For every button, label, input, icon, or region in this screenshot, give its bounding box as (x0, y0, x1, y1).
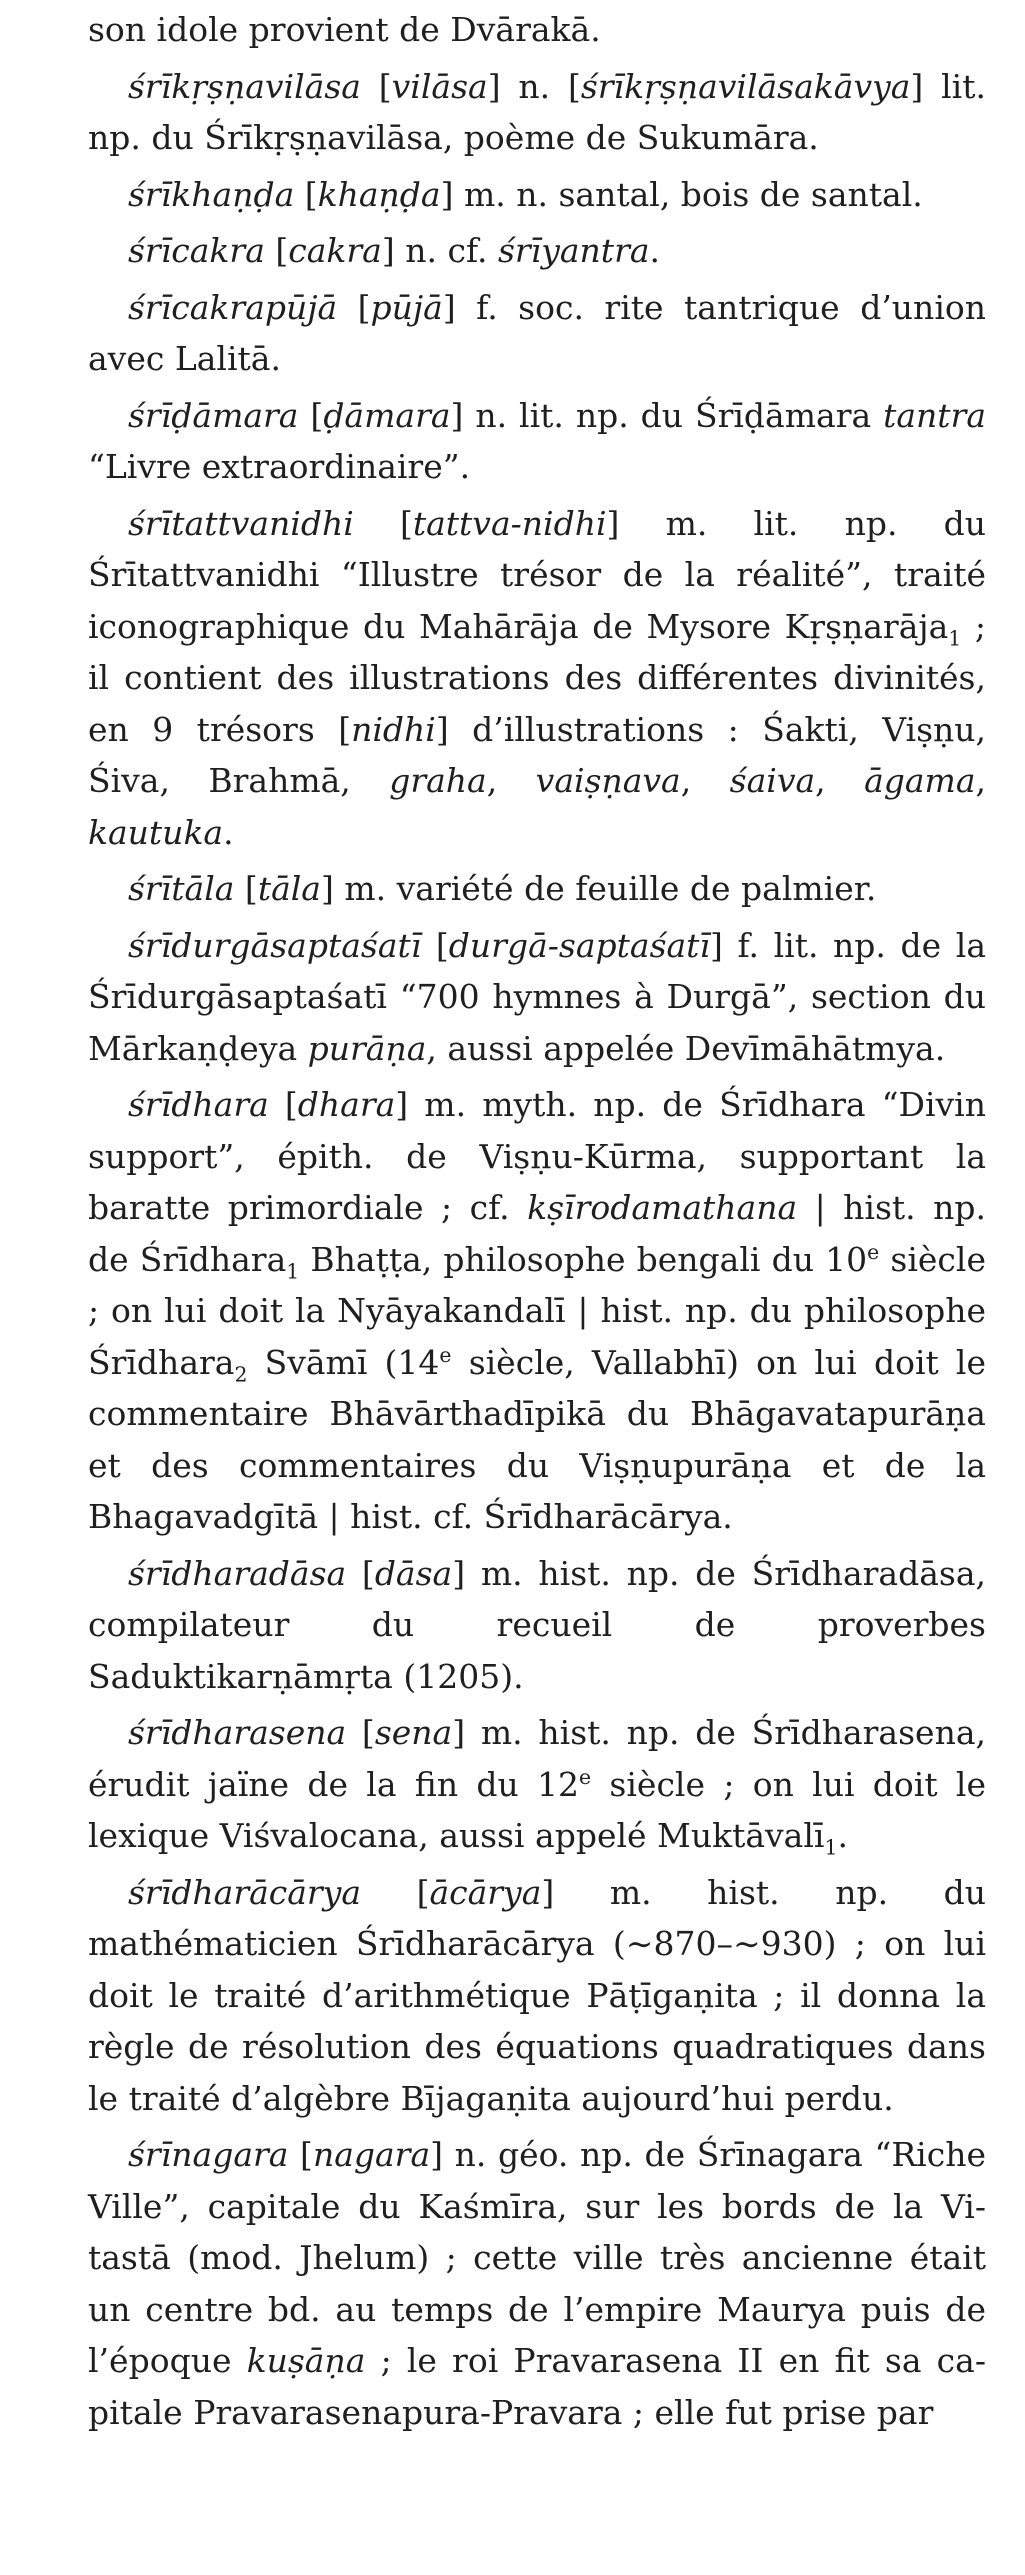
headword: śrīnagara (128, 2135, 289, 2174)
entry-text: siècle ; on lui doit le lexique Viśvalocana, aussi appelé Muktāvalī (88, 1764, 986, 1855)
headword: śrīcakrapūjā (128, 287, 338, 327)
italic-term: śrīkṛṣṇavilāsakāvya (580, 66, 911, 106)
entry-text: [ (337, 287, 371, 327)
italic-term: cakra (288, 231, 382, 270)
italic-term: sena (374, 1713, 453, 1752)
entry-text: [ (421, 925, 449, 965)
entry-text: [ (360, 66, 392, 106)
italic-term: tantra (883, 395, 986, 435)
entry-text: [ (298, 395, 324, 435)
entry-text: ] lit. np. du Śrīkṛṣṇavilāsa, poème de Sukumāra. (88, 66, 986, 157)
entry-text: ; le roi Pravarasena II en fit sa capitale Pravarasenapura-Pravara ; elle fut prise par (88, 2341, 986, 2432)
italic-term: khaṇḍa (317, 174, 441, 214)
dictionary-entry (88, 498, 986, 859)
dictionary-entry (88, 1707, 986, 1862)
italic-term: ācārya (429, 1872, 542, 1912)
italic-term: vilāsa (391, 66, 488, 106)
dictionary-entry (88, 169, 986, 221)
italic-term: śrīyantra (497, 231, 650, 270)
entry-text: [ (264, 231, 289, 270)
italic-term: tāla (257, 869, 321, 908)
entry-text: . (649, 231, 661, 270)
italic-term: tattva-nidhi (412, 503, 607, 543)
headword: śrīcakra (128, 231, 265, 270)
entry-text: ] m. hist. np. de Śrīdharadāsa, compilateur du recueil de proverbes Saduktikarṇāmṛta (1205). (88, 1553, 986, 1696)
index-subscript: 1 (948, 626, 962, 651)
entry-text: son idole provient de Dvārakā. (88, 10, 601, 49)
headword: śrīkṛṣṇavilāsa (128, 66, 361, 106)
dictionary-entry (88, 1867, 986, 2125)
italic-term: purāṇa (307, 1028, 427, 1068)
italic-term: pūjā (370, 287, 443, 327)
entry-text: | hist. np. de Śrīdhara (88, 1188, 986, 1279)
entry-text: ] n. lit. np. du Śrīḍāmara (450, 395, 884, 435)
entry-text: ] m. variété de feuille de palmier. (320, 869, 877, 908)
entry-text: ] n. cf. (381, 231, 498, 270)
entry-text: ] f. soc. rite tantrique d’union avec Lalitā. (88, 287, 986, 378)
headword: śrīdharadāsa (128, 1553, 347, 1593)
dictionary-entry (88, 225, 986, 277)
entry-text: [ (268, 1085, 298, 1124)
headword: śrīdharasena (128, 1713, 347, 1752)
dictionary-entry (88, 282, 986, 385)
entry-text: ] m. hist. np. du mathématicien Śrīdharācārya (∼870–∼930) ; on lui doit le traité d’arithmétique Pāṭīgaṇita ; il donna la règle de résolution des équations quadratiques dans le traité d’algèbre Bījagaṇita aujourd’hui perdu. (88, 1872, 986, 2118)
entry-text: [ (346, 1553, 375, 1593)
entry-text: Bhaṭṭa, philosophe bengali du 10 (299, 1239, 868, 1279)
entry-text: ] f. lit. np. de la Śrīdurgāsaptaśatī “700 hymnes à Durgā”, section du Mārkaṇḍeya (88, 925, 986, 1068)
italic-term: graha (389, 761, 487, 800)
entry-text: [ (346, 1713, 375, 1752)
entry-text: . (837, 1816, 848, 1855)
entry-text: ] n. géo. np. de Śrīnagara “Riche Ville”, capitale du Kaśmīra, sur les bords de la Vitastā (mod. Jhelum) ; cette ville très ancienne était un centre bd. au temps de l’empire Maurya puis de l’époque (88, 2135, 986, 2380)
headword: śrīkhaṇḍa (128, 174, 295, 214)
entry-text: ] m. n. santal, bois de santal. (440, 174, 923, 214)
italic-term: kautuka (88, 812, 224, 852)
dictionary-entry (88, 1548, 986, 1703)
entry-text: ; il contient des illustrations des différentes divinités, en 9 trésors [ (88, 606, 986, 749)
headword: śrīḍāmara (128, 395, 299, 435)
italic-term: śaiva (729, 761, 816, 800)
entry-text: [ (361, 1872, 430, 1912)
italic-term: ḍāmara (323, 395, 451, 435)
entry-text: ] m. myth. np. de Śrīdhara “Divin support”, épith. de Viṣṇu-Kūrma, supportant la baratte primordiale ; cf. (88, 1085, 986, 1227)
headword: śrītāla (128, 869, 235, 908)
dictionary-entry (88, 1079, 986, 1543)
entry-text: [ (234, 869, 258, 908)
entry-text: “Livre extraordinaire”. (88, 447, 471, 486)
entry-text: , aussi appelée Devīmāhātmya. (426, 1028, 946, 1068)
dictionary-page (88, 4, 986, 2443)
entry-text: siècle, Vallabhī) on lui doit le commentaire Bhāvārthadīpikā du Bhāgavatapurāṇa et des commentaires du Viṣṇupurāṇa et de la Bhagavadgītā | hist. cf. Śrīdharācārya. (88, 1342, 987, 1536)
dictionary-entry (88, 390, 986, 493)
italic-term: kuṣāṇa (246, 2341, 366, 2380)
dictionary-entry (88, 61, 986, 164)
italic-term: durgā-saptaśatī (448, 925, 710, 965)
entry-text: , (486, 761, 536, 800)
entry-text: , (975, 761, 987, 800)
italic-term: āgama (864, 761, 976, 800)
entry-text: siècle ; on lui doit la Nyāyakandalī | hist. np. du philosophe Śrīdhara (88, 1239, 987, 1382)
entry-text: ] m. hist. np. de Śrīdharasena, érudit jaïne de la fin du 12 (88, 1713, 986, 1804)
index-subscript: 1 (824, 1835, 838, 1860)
italic-term: nidhi (351, 709, 436, 749)
italic-term: kṣīrodamathana (527, 1188, 798, 1227)
entry-text: [ (353, 503, 413, 543)
ordinal-superscript: e (867, 1239, 880, 1264)
entry-text: Svāmī (14 (247, 1342, 440, 1382)
entry-text: [ (294, 174, 318, 214)
entry-text: ] m. lit. np. du Śrītattvanidhi “Illustre trésor de la réalité”, traité iconographique du Mahārāja de Mysore Kṛṣṇarāja (88, 503, 986, 646)
italic-term: vaiṣṇava (535, 761, 681, 800)
ordinal-superscript: e (579, 1764, 592, 1789)
italic-term: nagara (312, 2135, 431, 2174)
italic-term: dhara (297, 1085, 396, 1124)
headword: śrīdhara (128, 1085, 269, 1124)
headword: śrīdharācārya (128, 1872, 362, 1912)
dictionary-entry (88, 920, 986, 1075)
ordinal-superscript: e (439, 1342, 452, 1367)
entry-text: ] n. [ (487, 66, 581, 106)
entry-text: [ (288, 2135, 313, 2174)
dictionary-entry (88, 2129, 986, 2438)
entry-text: , (680, 761, 730, 800)
entry-text: , (815, 761, 865, 800)
dictionary-entry (88, 863, 986, 915)
entry-continuation (88, 4, 986, 56)
entry-text: . (223, 812, 234, 852)
headword: śrīdurgāsaptaśatī (128, 925, 422, 965)
headword: śrītattvanidhi (128, 503, 354, 543)
index-subscript: 1 (286, 1259, 300, 1284)
italic-term: dāsa (374, 1553, 453, 1593)
entry-text: ] d’illustrations : Śakti, Viṣṇu, Śiva, Brahmā, (88, 709, 987, 800)
index-subscript: 2 (234, 1362, 248, 1387)
